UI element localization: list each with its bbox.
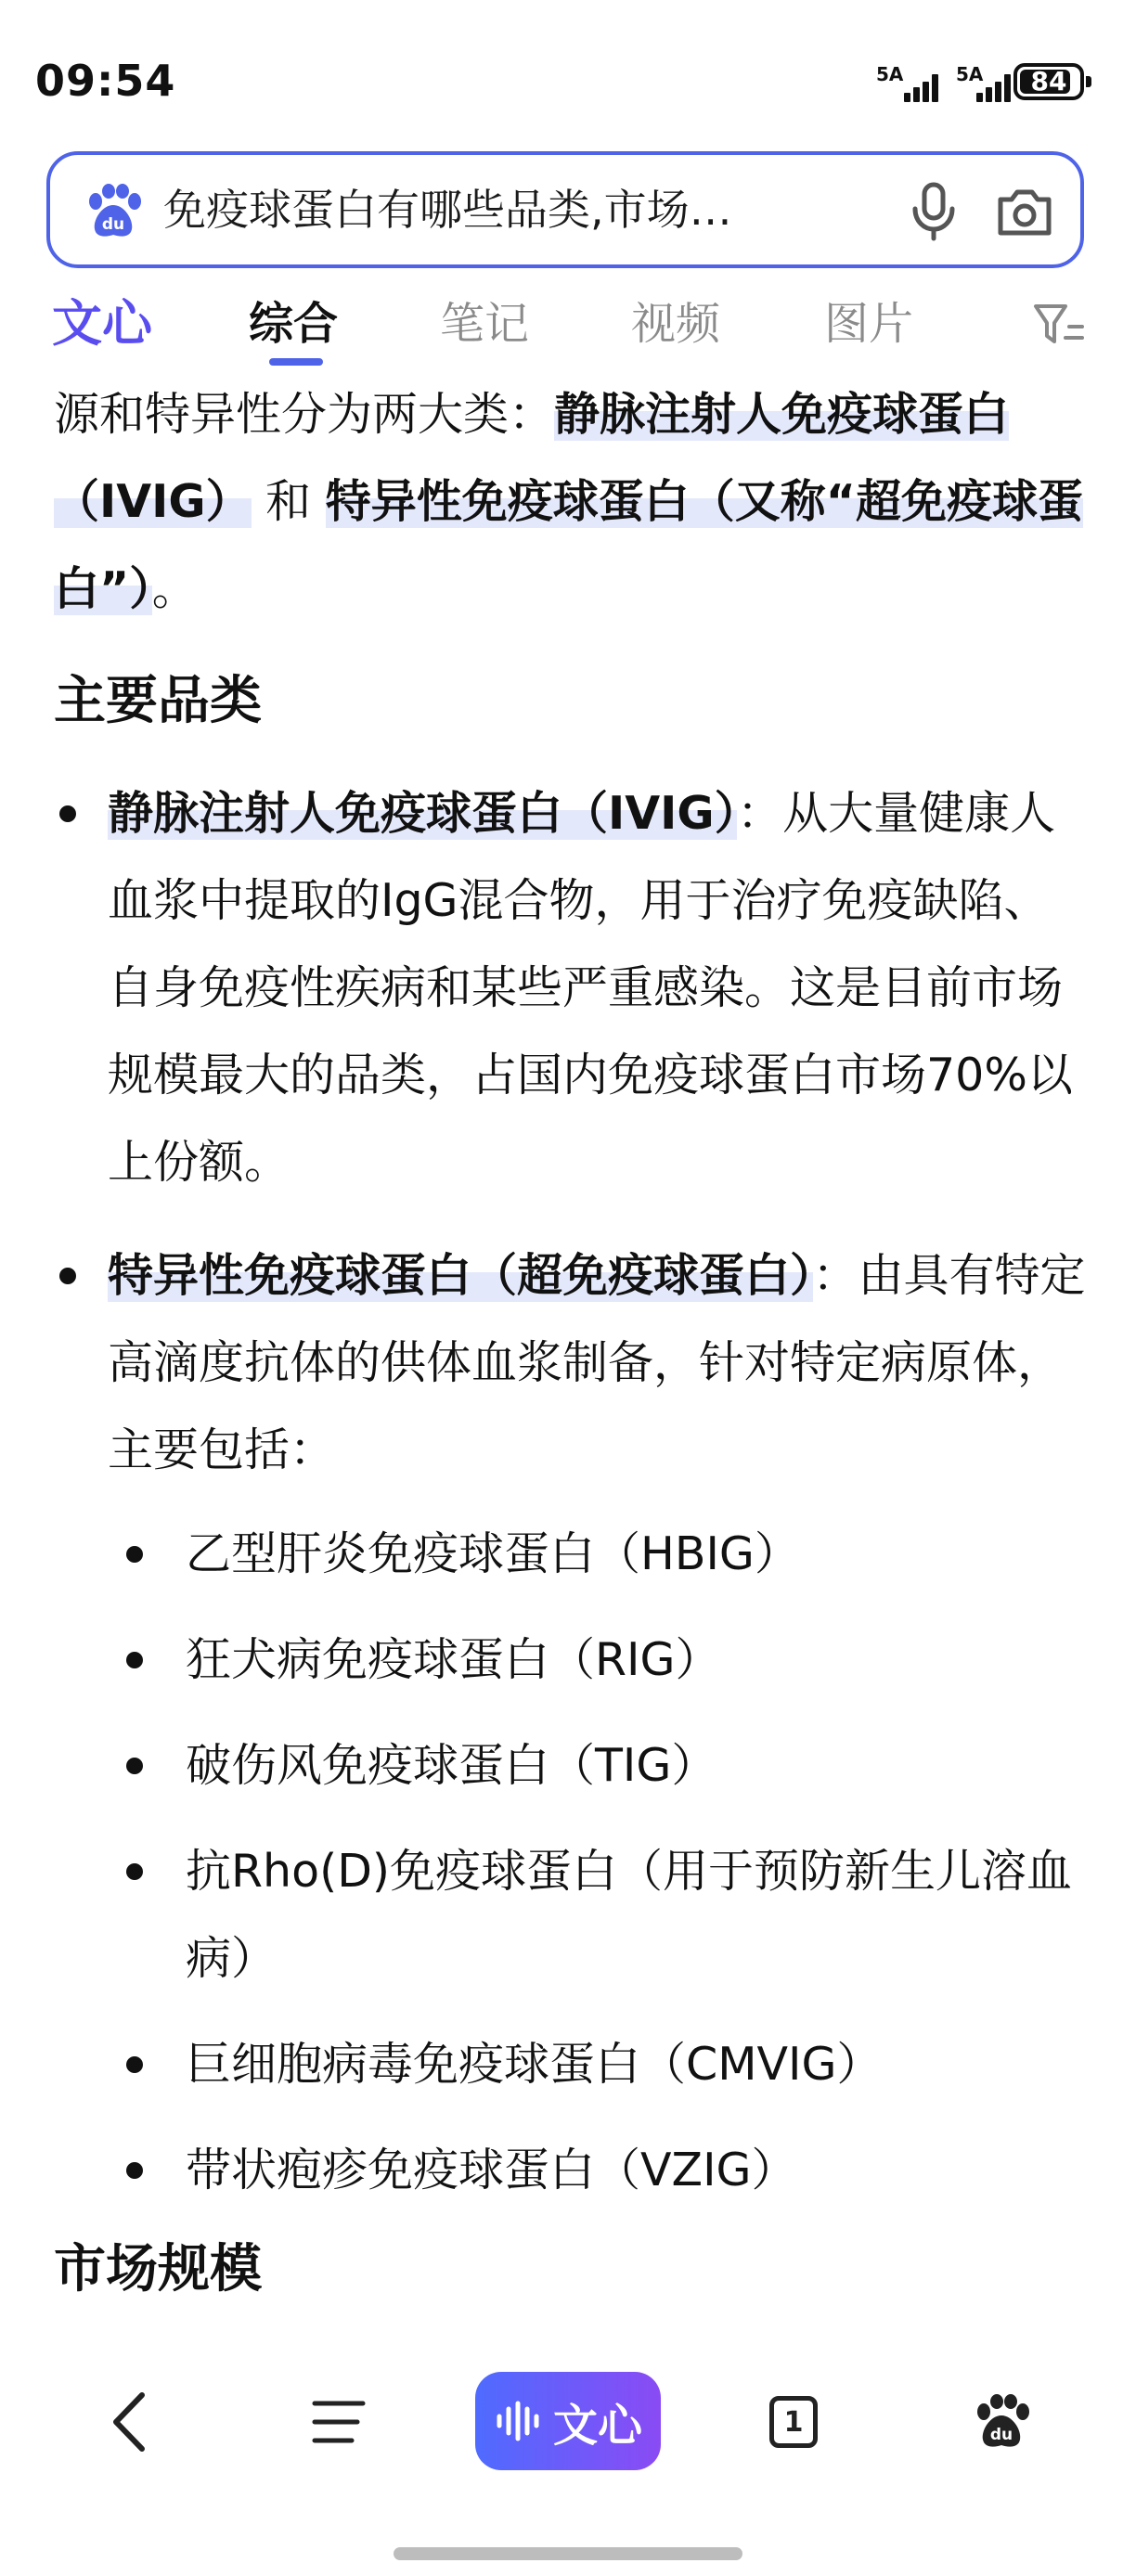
microphone-icon[interactable] xyxy=(904,181,963,242)
search-bar[interactable] xyxy=(46,151,1084,268)
signal-2-icon: 5A xyxy=(956,63,1030,106)
tab-videos[interactable]: 视频 xyxy=(631,298,721,350)
tab-count: 1 xyxy=(783,2405,804,2439)
menu-button[interactable] xyxy=(297,2377,381,2467)
tab-overview[interactable]: 综合 xyxy=(249,298,339,350)
baidu-home-button[interactable] xyxy=(960,2377,1043,2467)
baidu-paw-icon xyxy=(972,2393,1031,2451)
highlight-specific-ig[interactable]: 特异性免疫球蛋白（又称“超免疫球蛋白”） xyxy=(54,475,1083,615)
wenxin-button[interactable] xyxy=(475,2372,661,2470)
menu-icon xyxy=(309,2396,368,2448)
highlight-ivig-term[interactable]: 静脉注射人免疫球蛋白（IVIG） xyxy=(108,787,738,840)
tab-count-icon xyxy=(769,2396,818,2448)
tab-images[interactable]: 图片 xyxy=(824,298,914,350)
sub-item-tig: 破伤风免疫球蛋白（TIG） xyxy=(119,1722,1093,1810)
tab-wenxin[interactable]: 文心 xyxy=(52,294,152,353)
back-button[interactable] xyxy=(93,2377,167,2467)
tab-bar xyxy=(0,278,1136,371)
search-input[interactable]: 免疫球蛋白有哪些品类,市场… xyxy=(163,185,732,235)
back-arrow-icon xyxy=(107,2389,153,2454)
bottom-navigation xyxy=(0,2348,1136,2576)
sub-item-rhod: 抗Rho(D)免疫球蛋白（用于预防新生儿溶血病） xyxy=(119,1828,1093,2003)
signal-1-icon: 5A xyxy=(876,63,950,106)
highlight-ivig[interactable]: 静脉注射人免疫球蛋白（IVIG） xyxy=(54,388,1010,528)
list-item-ivig: 静脉注射人免疫球蛋白（IVIG）：从大量健康人血浆中提取的IgG混合物，用于治疗免疫缺陷、自身免疫性疾病和某些严重感染。这是目前市场规模最大的品类，占国内免疫球蛋白市场70%以上份额。 xyxy=(54,770,1093,1206)
next-section-title: 市场规模 xyxy=(54,2239,262,2299)
list-item-specific-ig: 特异性免疫球蛋白（超免疫球蛋白）：由具有特定高滴度抗体的供体血浆制备，针对特定病原体，主要包括： xyxy=(54,1232,1093,1494)
filter-icon[interactable] xyxy=(1032,301,1084,349)
svg-text:du: du xyxy=(989,2426,1013,2444)
camera-icon[interactable] xyxy=(995,187,1054,238)
active-tab-indicator xyxy=(269,358,323,366)
baidu-paw-icon[interactable] xyxy=(84,183,143,240)
tabs-button[interactable] xyxy=(752,2377,835,2467)
answer-content xyxy=(54,371,1093,2348)
svg-text:du: du xyxy=(101,215,125,234)
section-title: 主要品类 xyxy=(54,671,262,731)
tab-notes[interactable]: 笔记 xyxy=(440,298,530,350)
intro-paragraph: 源和特异性分为两大类：静脉注射人免疫球蛋白（IVIG） 和 特异性免疫球蛋白（又称“超免疫球蛋白”）。 xyxy=(54,388,1083,615)
battery-icon xyxy=(1013,63,1084,100)
sub-item-cmvig: 巨细胞病毒免疫球蛋白（CMVIG） xyxy=(119,2021,1093,2108)
status-time: 09:54 xyxy=(35,56,176,106)
status-bar xyxy=(0,0,1136,148)
waveform-icon xyxy=(494,2398,542,2444)
sub-item-rig: 狂犬病免疫球蛋白（RIG） xyxy=(119,1616,1093,1704)
highlight-specific-ig-term[interactable]: 特异性免疫球蛋白（超免疫球蛋白） xyxy=(108,1249,813,1302)
battery-level: 84 xyxy=(1030,66,1067,97)
sub-item-vzig: 带状疱疹免疫球蛋白（VZIG） xyxy=(119,2127,1093,2214)
sub-item-hbig: 乙型肝炎免疫球蛋白（HBIG） xyxy=(119,1511,1093,1598)
wenxin-label: 文心 xyxy=(552,2399,642,2452)
home-indicator[interactable] xyxy=(394,2547,742,2560)
